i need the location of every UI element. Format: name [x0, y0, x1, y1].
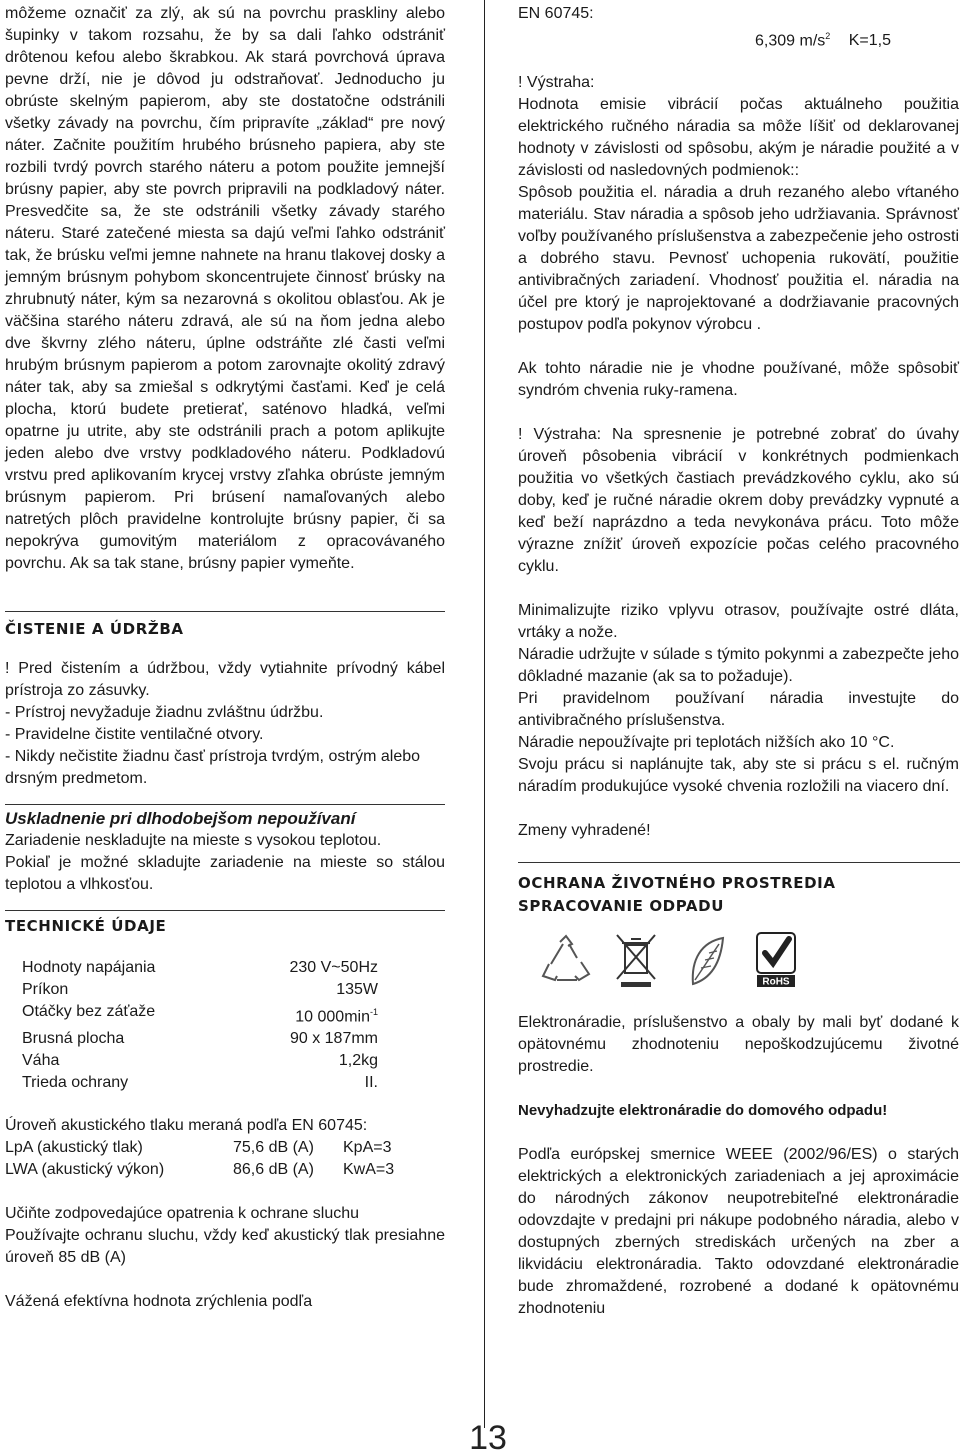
vibration-k: K=1,5: [848, 32, 891, 50]
vibration-standard: EN 60745:: [518, 5, 594, 22]
warning-2: ! Výstraha: Na spresnenie je potrebné zobrať do úvahy úroveň pôsobenia vibrácií v konkrétnych podmienkach použitia vo všetkých častiach prevádzkového cyklu, ako sú doby, keď je ručné náradie okrem doby prevádzky vypnuté a keď beží naprázdno a teda nevykonáva prácu. Toto môže výrazne znížiť úroveň expozície počas celého pracovného cyklu.: [518, 426, 959, 576]
tip-item: Svoju prácu si naplánujte tak, aby ste si prácu s el. ručným náradím produkujúce vysoké chvenia rozložili na viacero dní.: [518, 756, 959, 796]
env-icons: [538, 930, 959, 990]
right-column: [518, 3, 959, 1320]
spec-label: Váha: [22, 1052, 60, 1070]
left-column: [5, 3, 445, 1313]
section-rule: [518, 862, 960, 863]
page-number: 13: [469, 1419, 507, 1455]
spec-value: 10 000min: [295, 1008, 370, 1026]
hearing-text: Používajte ochranu sluchu, vždy keď akustický tlak presiahne úroveň 85 dB (A): [5, 1227, 445, 1267]
changes-note: Zmeny vyhradené!: [518, 822, 651, 840]
cleaning-item: - Prístroj nevyžaduje žiadnu zvláštnu údržbu.: [5, 704, 324, 721]
spec-row: [22, 979, 378, 1001]
spec-label: Trieda ochrany: [22, 1074, 129, 1092]
spec-unit-exponent: -1: [369, 1007, 378, 1017]
spec-value: II.: [364, 1074, 378, 1092]
tip-item: Náradie nepoužívajte pri teplotách nižších ako 10 °C.: [518, 734, 895, 752]
vibration-value-line: [518, 25, 959, 52]
spec-value: 1,2kg: [338, 1052, 378, 1070]
hearing-text: Učiňte zodpovedajúce opatrenia k ochrane sluchu: [5, 1205, 360, 1223]
warning-text: Spôsob použitia el. náradia a druh rezaného alebo vŕtaného materiálu. Stav náradia a spôsob jeho udržiavania. Správnosť voľby používaného príslušenstva a zabezpečenie jeho ostrosti a dobrého stavu. Pevnosť uchopenia rukovätí, použitie antivibračných zariadení. Vhodnosť použitia el. náradia na účel pre ktorý je naprojektované a dodržiavanie pracovných postupov podľa pokynov výrobcu .: [518, 184, 959, 334]
storage-text: Zariadenie neskladujte na mieste s vysokou teplotou.: [5, 832, 382, 849]
storage-heading: Uskladnenie pri dlhodobejšom nepoužívaní: [5, 809, 356, 828]
noise-row: [5, 1137, 394, 1159]
noise-intro: Úroveň akustického tlaku meraná podľa EN 60745:: [5, 1117, 368, 1135]
spec-label: Príkon: [22, 981, 69, 998]
noise-label: LpA (akustický tlak): [5, 1139, 143, 1157]
vibration-exponent: 2: [825, 31, 831, 41]
crossed-bin-icon: [608, 930, 664, 990]
noise-label: LWA (akustický výkon): [5, 1161, 165, 1179]
warning-title: ! Výstraha:: [518, 74, 595, 92]
section-rule: [5, 804, 445, 805]
sanding-paragraph: môžeme označiť za zlý, ak sú na povrchu praskliny alebo šupinky v takom rozsahu, že by sa dali ľahko odstrániť drôtenou kefou alebo škrabkou. Ak stará povrchová úprava pevne drží, nie je dôvod ju odstraňovať. Jednoducho ju obrúste skelným papierom, aby ste dostatočne odstránili všetky závady na povrchu, čím pripravíte „základ“ pre nový náter. Začnite použitím hrubého brúsneho papiera, aby ste rozbili tvrdý povrch starého náteru a potom použite jemnejší brúsny papier, aby ste povrch pripravili na podkladový náter. Presvedčite sa, že ste odstránili všetky závady starého náteru. Staré zatečené miesta sa dajú veľmi ľahko odstrániť tak, že brúsku veľmi jemne nahnete na hranu tlakovej dosky a jemným brúsnym pohybom skoncentrujete činnosť brúsky na zhrubnutý náter, kým sa nezarovná s okolitou oblasťou. Ak je väčšina starého náteru zdravá, ale sú na ňom jedna alebo dve škvrny zlého náteru, úplne odstráňte zlé časti veľmi hrubým brúsnym papierom a potom zarovnajte okolitý zdravý náter tak, aby sa zmiešal s odkrytými časťami. Keď je celá plocha, ktorú budete pretierať, saténovo hladká, veľmi opatrne ju utrite, aby ste odstránili prach a potom aplikujte jeden alebo dve vrstvy podkladového náteru. Podkladovú vrstvu pred aplikovaním krycej vrstvy zľahka obrúste jemným brúsnym papierom. Pri brúsení namaľovaných alebo natretých plôch pravidelne kontrolujte brúsny papier, či sa nepokrýva gumovitým materiálom z opracovávaného povrchu. Ak sa tak stane, brúsny papier vymeňte.: [5, 5, 445, 572]
env-text: Elektronáradie, príslušenstvo a obaly by mali byť dodané k opätovnému zhodnoteniu nepoškodzujúcemu životné prostredie.: [518, 1014, 959, 1076]
noise-row: [5, 1159, 394, 1181]
spec-value: 230 V~50Hz: [289, 959, 378, 976]
recycle-icon: [538, 930, 594, 990]
rohs-icon: [748, 930, 804, 990]
spec-row: [22, 1028, 378, 1050]
noise-value: 75,6 dB (A): [233, 1139, 314, 1157]
spec-row: [22, 1050, 378, 1072]
cleaning-warning: ! Pred čistením a údržbou, vždy vytiahnite prívodný kábel prístroja zo zásuvky.: [5, 660, 445, 699]
tip-item: Pri pravidelnom používaní náradia investujte do antivibračného príslušenstva.: [518, 690, 959, 730]
cleaning-item: - Nikdy nečistite žiadnu časť prístroja tvrdým, ostrým alebo drsným predmetom.: [5, 748, 421, 787]
eco-leaf-icon: [678, 930, 734, 990]
noise-table: [5, 1137, 394, 1181]
noise-k: KwA=3: [343, 1161, 395, 1179]
hav-warning: Ak tohto náradie nie je vhodne používané, môže spôsobiť syndróm chvenia ruky-ramena.: [518, 360, 959, 400]
spec-row: [22, 1001, 378, 1028]
storage-text: Pokiaľ je možné skladujte zariadenie na mieste so stálou teplotou a vlhkosťou.: [5, 854, 445, 893]
spec-value: 135W: [336, 981, 378, 998]
section-rule: [5, 910, 445, 911]
env-warning: Nevyhadzujte elektronáradie do domového odpadu!: [518, 1102, 888, 1120]
rohs-label: RoHS: [762, 976, 790, 988]
tip-item: Náradie udržujte v súlade s týmito pokynmi a zabezpečte jeho dôkladné mazanie (ak sa to požaduje).: [518, 646, 959, 686]
cleaning-item: - Pravidelne čistite ventilačné otvory.: [5, 726, 264, 743]
vibration-value: 6,309 m/s: [755, 32, 826, 50]
noise-k: KpA=3: [343, 1139, 392, 1157]
waste-heading: SPRACOVANIE ODPADU: [518, 897, 724, 916]
tech-heading: TECHNICKÉ ÚDAJE: [5, 917, 167, 935]
column-divider: [484, 0, 485, 1428]
tip-item: Minimalizujte riziko vplyvu otrasov, používajte ostré dláta, vrtáky a nože.: [518, 602, 959, 642]
env-heading: OCHRANA ŽIVOTNÉHO PROSTREDIA: [518, 874, 836, 893]
section-rule: [5, 611, 445, 612]
spec-label: Otáčky bez záťaže: [22, 1003, 156, 1020]
weee-text: Podľa európskej smernice WEEE (2002/96/ES) o starých elektrických a elektronických zariadeniach a jej aproximácie do národných zákonov neupotrebiteľné elektronáradie odovzdajte v predajni pri nákupe podobného náradia, alebo v dostupných zberných strediskách určených na zber a likvidáciu elektronáradia. Takto odovzdané elektronáradie bude zhromaždené, rozrobené a dodané k opätovnému zhodnoteniu: [518, 1146, 959, 1318]
spec-row: [22, 957, 378, 979]
spec-table: [22, 957, 378, 1094]
warning-text: Hodnota emisie vibrácií počas aktuálneho použitia elektrického ručného náradia sa môže líšiť od deklarovanej hodnoty v závislosti od spôsobu, akým je náradie použité a v závislosti od nasledovných podmienok::: [518, 96, 959, 180]
spec-value: 90 x 187mm: [289, 1030, 378, 1048]
vibration-intro: Vážená efektívna hodnota zrýchlenia podľa: [5, 1293, 313, 1311]
spec-label: Hodnoty napájania: [22, 959, 156, 976]
noise-value: 86,6 dB (A): [233, 1161, 314, 1179]
spec-label: Brusná plocha: [22, 1030, 125, 1048]
cleaning-heading: ČISTENIE A ÚDRŽBA: [5, 620, 184, 638]
spec-row: [22, 1072, 378, 1094]
